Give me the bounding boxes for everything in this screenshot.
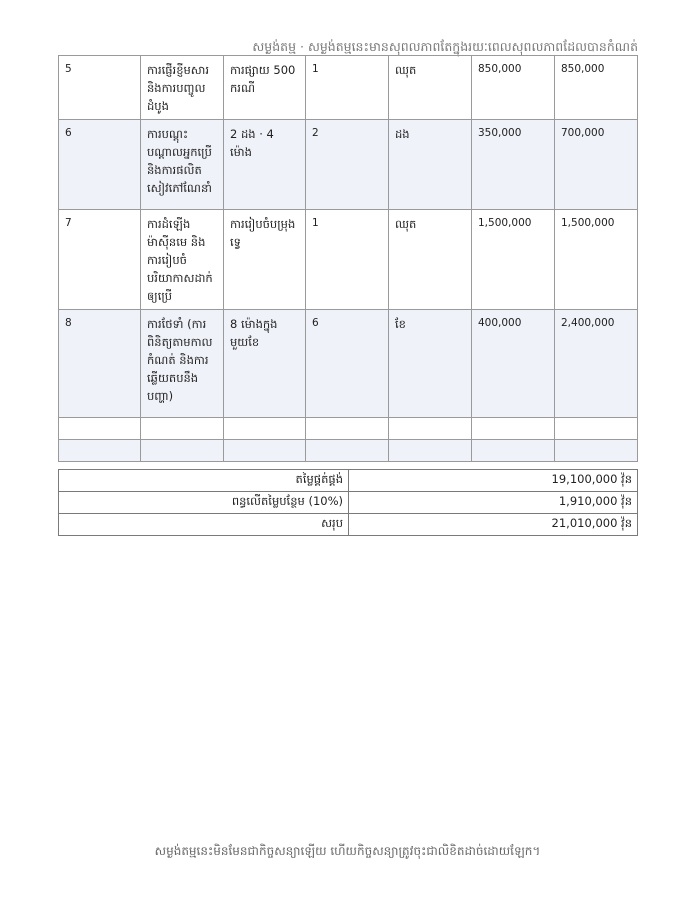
table-row [59, 56, 638, 120]
item-amount: 700,000 [555, 120, 638, 210]
running-header: សម្ងង់តម្ម · សម្ងង់តម្មនេះមានសុពលភាពតែក្នុងរយៈពេលសុពលភាពដែលបានកំណត់ [252, 39, 638, 54]
empty-cell [306, 418, 389, 440]
item-description: ការរៀបចំបម្រុងទ្វេ [224, 210, 306, 310]
supply-price-label: តម្លៃផ្គត់ផ្គង់ [59, 470, 349, 492]
grand-total-label: សរុប [59, 514, 349, 536]
item-description: ការផ្សាយ 500 ករណី [224, 56, 306, 120]
empty-cell [141, 418, 224, 440]
item-unit: ដង [389, 120, 472, 210]
empty-cell [555, 440, 638, 462]
empty-cell [141, 440, 224, 462]
table-row [59, 210, 638, 310]
supply-price-value: 19,100,000 វ៉ុន [349, 470, 638, 492]
vat-value: 1,910,000 វ៉ុន [349, 492, 638, 514]
empty-cell [389, 440, 472, 462]
empty-cell [224, 440, 306, 462]
item-quantity: 6 [306, 310, 389, 418]
item-amount: 1,500,000 [555, 210, 638, 310]
item-no: 5 [59, 56, 141, 120]
totals-table [58, 469, 638, 536]
item-description: 8 ម៉ោងក្នុងមួយខែ [224, 310, 306, 418]
item-unit-price: 350,000 [472, 120, 555, 210]
item-quantity: 1 [306, 56, 389, 120]
empty-row [59, 418, 638, 440]
item-unit-price: 1,500,000 [472, 210, 555, 310]
item-quantity: 2 [306, 120, 389, 210]
empty-cell [59, 418, 141, 440]
empty-cell [59, 440, 141, 462]
item-unit-price: 850,000 [472, 56, 555, 120]
item-unit-price: 400,000 [472, 310, 555, 418]
item-no: 6 [59, 120, 141, 210]
item-quantity: 1 [306, 210, 389, 310]
totals-row-supply [59, 470, 638, 492]
empty-cell [389, 418, 472, 440]
item-name: ការបណ្តុះបណ្តាលអ្នកប្រើ និងការផលិតសៀវភៅណែនាំ [141, 120, 224, 210]
empty-cell [306, 440, 389, 462]
item-name: ការថែទាំ (ការពិនិត្យតាមកាលកំណត់ និងការឆ្លើយតបនឹងបញ្ហា) [141, 310, 224, 418]
grand-total-value: 21,010,000 វ៉ុន [349, 514, 638, 536]
item-unit: ឈុត [389, 56, 472, 120]
item-no: 8 [59, 310, 141, 418]
totals-row-vat [59, 492, 638, 514]
item-amount: 850,000 [555, 56, 638, 120]
item-description: 2 ដង · 4 ម៉ោង [224, 120, 306, 210]
empty-cell [472, 440, 555, 462]
vat-label: ពន្ធលើតម្លៃបន្ថែម (10%) [59, 492, 349, 514]
empty-cell [555, 418, 638, 440]
item-no: 7 [59, 210, 141, 310]
item-unit: ខែ [389, 310, 472, 418]
totals-row-grand [59, 514, 638, 536]
empty-row [59, 440, 638, 462]
table-row [59, 310, 638, 418]
footer-note: សម្ងង់តម្មនេះមិនមែនជាកិច្ចសន្យាឡើយ ហើយកិច្ចសន្យាត្រូវចុះជាលិខិតដាច់ដោយឡែក។ [154, 844, 541, 858]
empty-cell [472, 418, 555, 440]
item-amount: 2,400,000 [555, 310, 638, 418]
item-unit: ឈុត [389, 210, 472, 310]
table-row [59, 120, 638, 210]
empty-cell [224, 418, 306, 440]
item-name: ការដំឡើងម៉ាស៊ីនមេ និងការរៀបចំបរិយាកាសដាក់ឲ្យប្រើ [141, 210, 224, 310]
item-name: ការផ្ញើរខ្ញីមសារ និងការបញ្ចូលដំបូង [141, 56, 224, 120]
quote-items-table [58, 55, 638, 462]
